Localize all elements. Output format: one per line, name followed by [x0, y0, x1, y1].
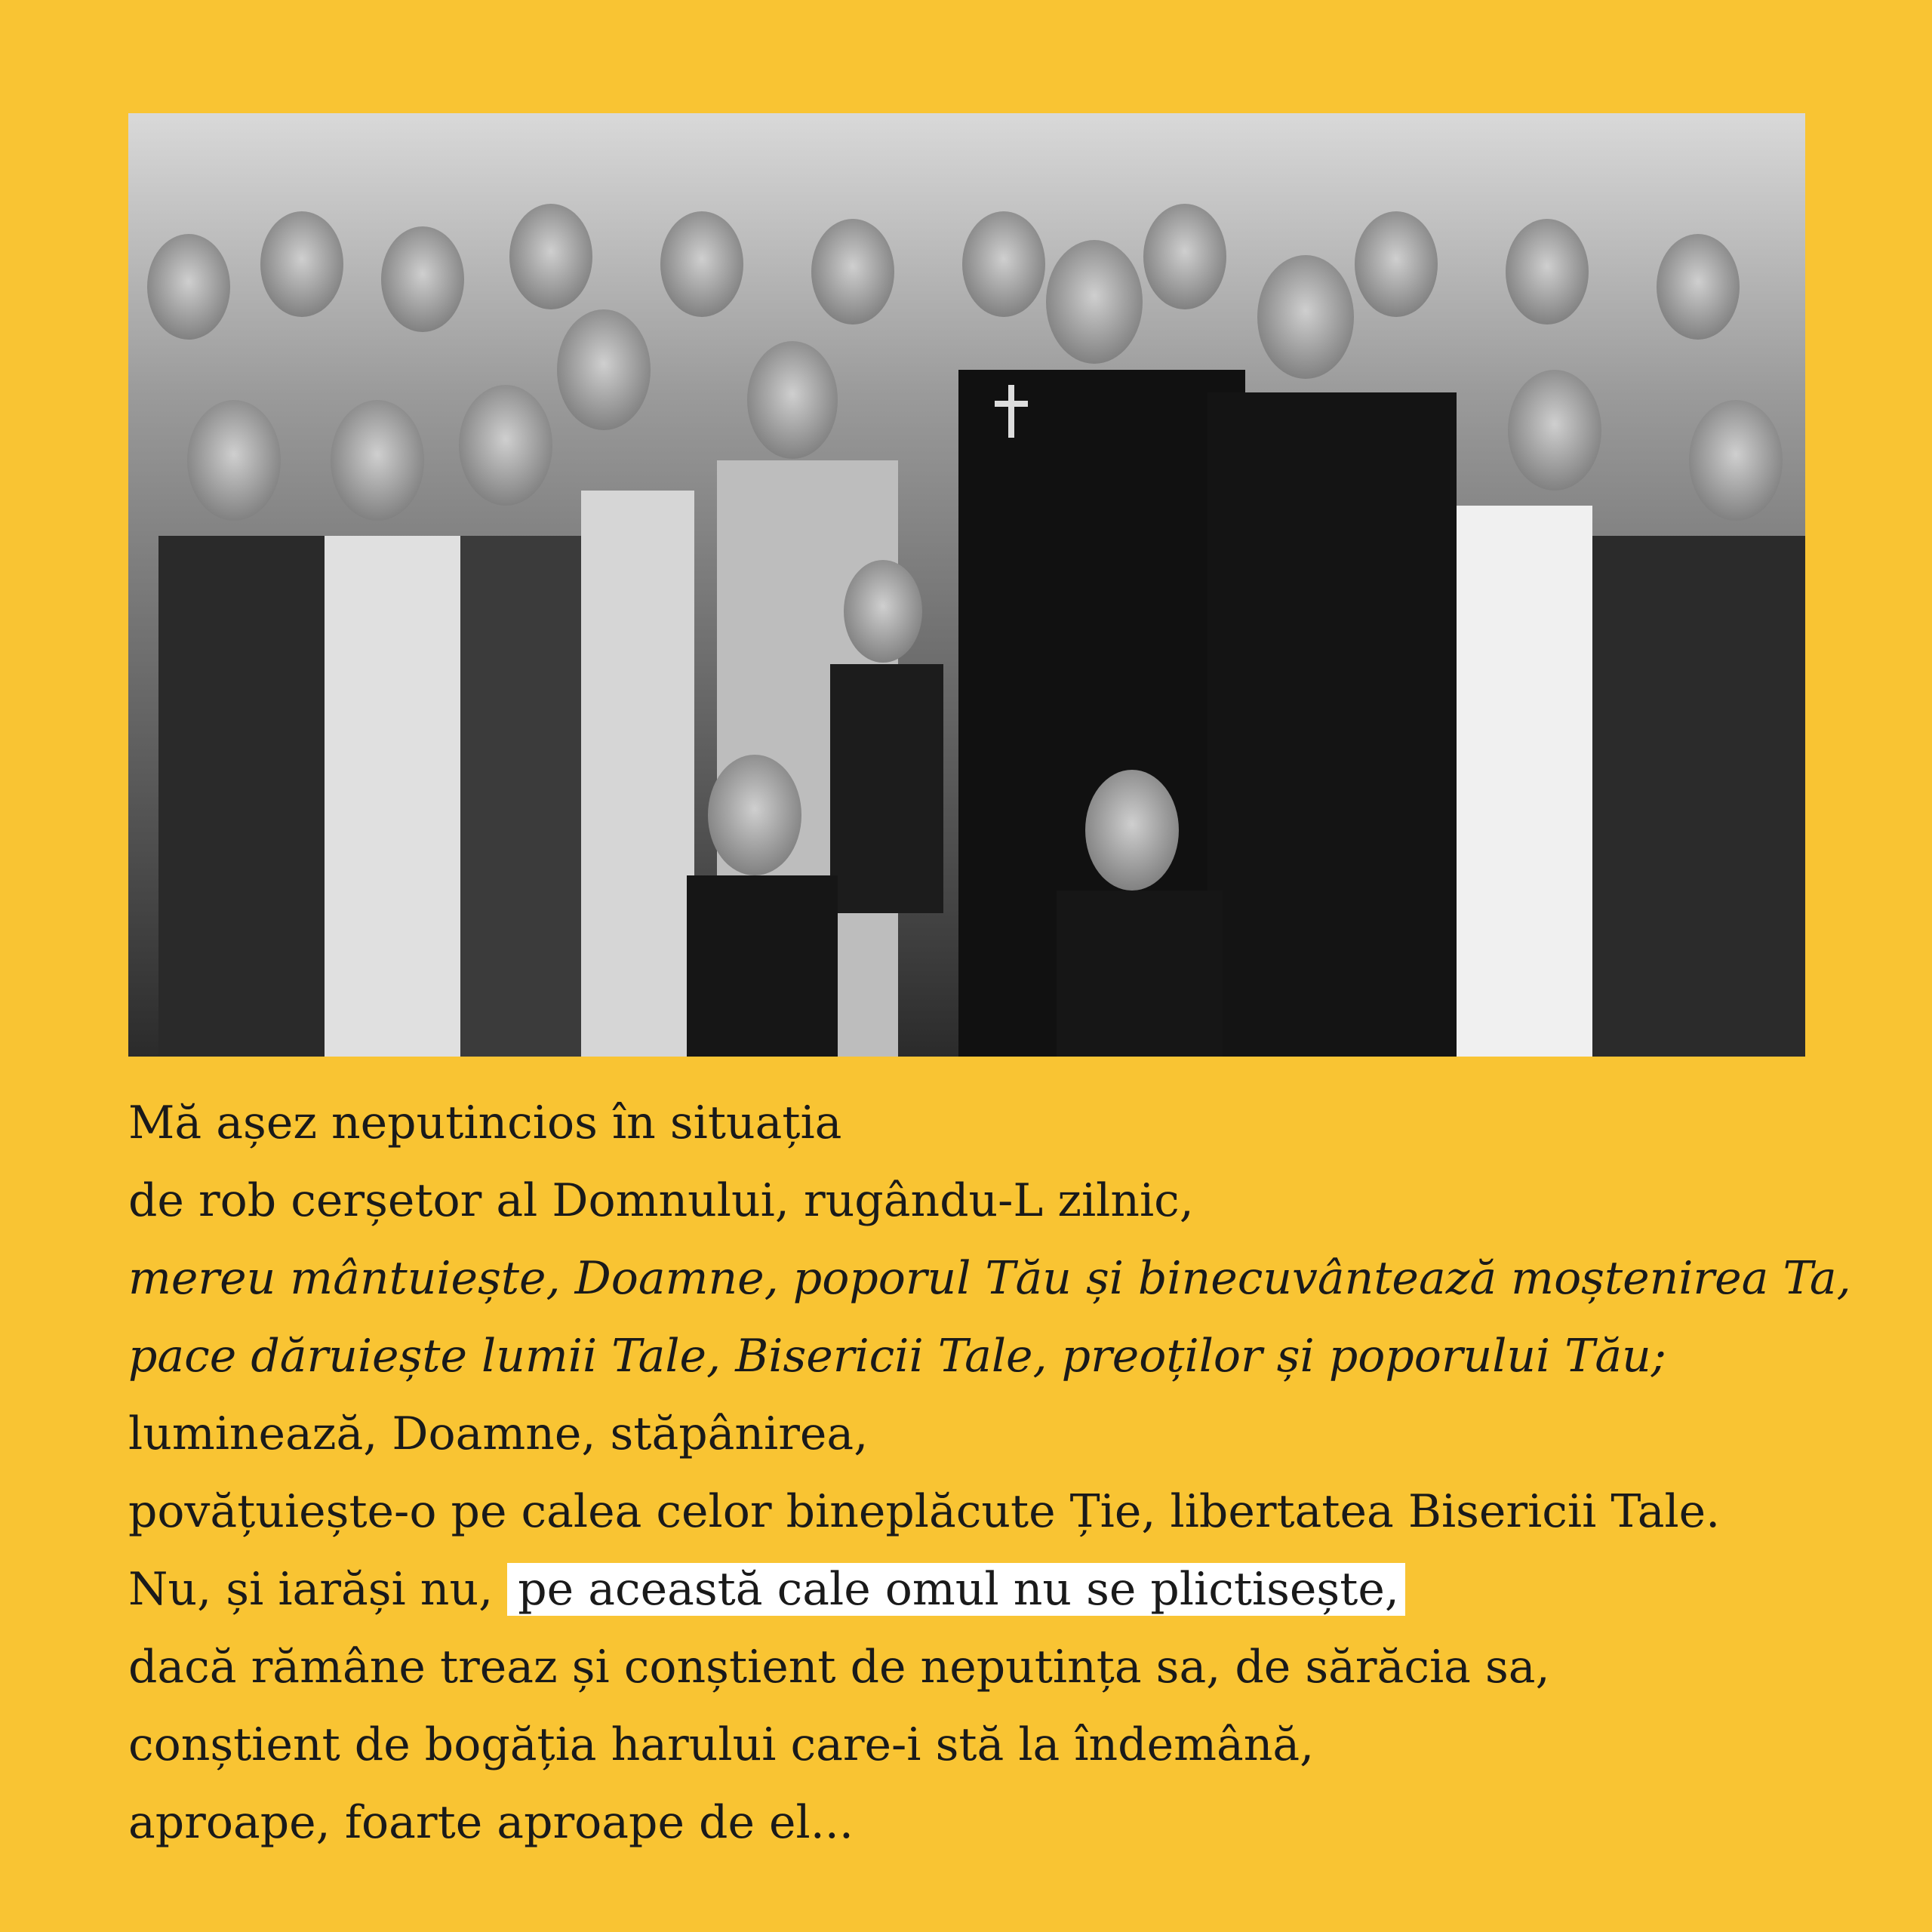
highlighted-phrase: pe această cale omul nu se plictisește, — [507, 1563, 1405, 1616]
poem-line-9: conștient de bogăția harului care-i stă la îndemână, — [128, 1718, 1315, 1771]
historic-group-photo — [128, 113, 1805, 1057]
group-photo-icon — [128, 113, 1805, 1057]
poem-line-8: dacă rămâne treaz și conștient de neputința sa, de sărăcia sa, — [128, 1641, 1550, 1694]
poem-line-6: povățuiește-o pe calea celor bineplăcute Ție, libertatea Bisericii Tale. — [128, 1485, 1721, 1538]
poem-line-4: pace dăruiește lumii Tale, Bisericii Tale, preoților și poporului Tău; — [128, 1330, 1666, 1383]
poem-line-3: mereu mântuiește, Doamne, poporul Tău și binecuvântează moștenirea Ta, — [128, 1252, 1851, 1305]
poem-line-5: luminează, Doamne, stăpânirea, — [128, 1407, 869, 1460]
poem-line-7-start: Nu, și iarăși nu, — [128, 1563, 494, 1616]
poem-line-2: de rob cerșetor al Domnului, rugându-L zilnic, — [128, 1174, 1194, 1227]
poem-text — [128, 1084, 1851, 1862]
poem-line-10: aproape, foarte aproape de el... — [128, 1796, 854, 1849]
poem-line-7 — [128, 1551, 1819, 1629]
poem-line-1: Mă așez neputincios în situația — [128, 1097, 842, 1149]
